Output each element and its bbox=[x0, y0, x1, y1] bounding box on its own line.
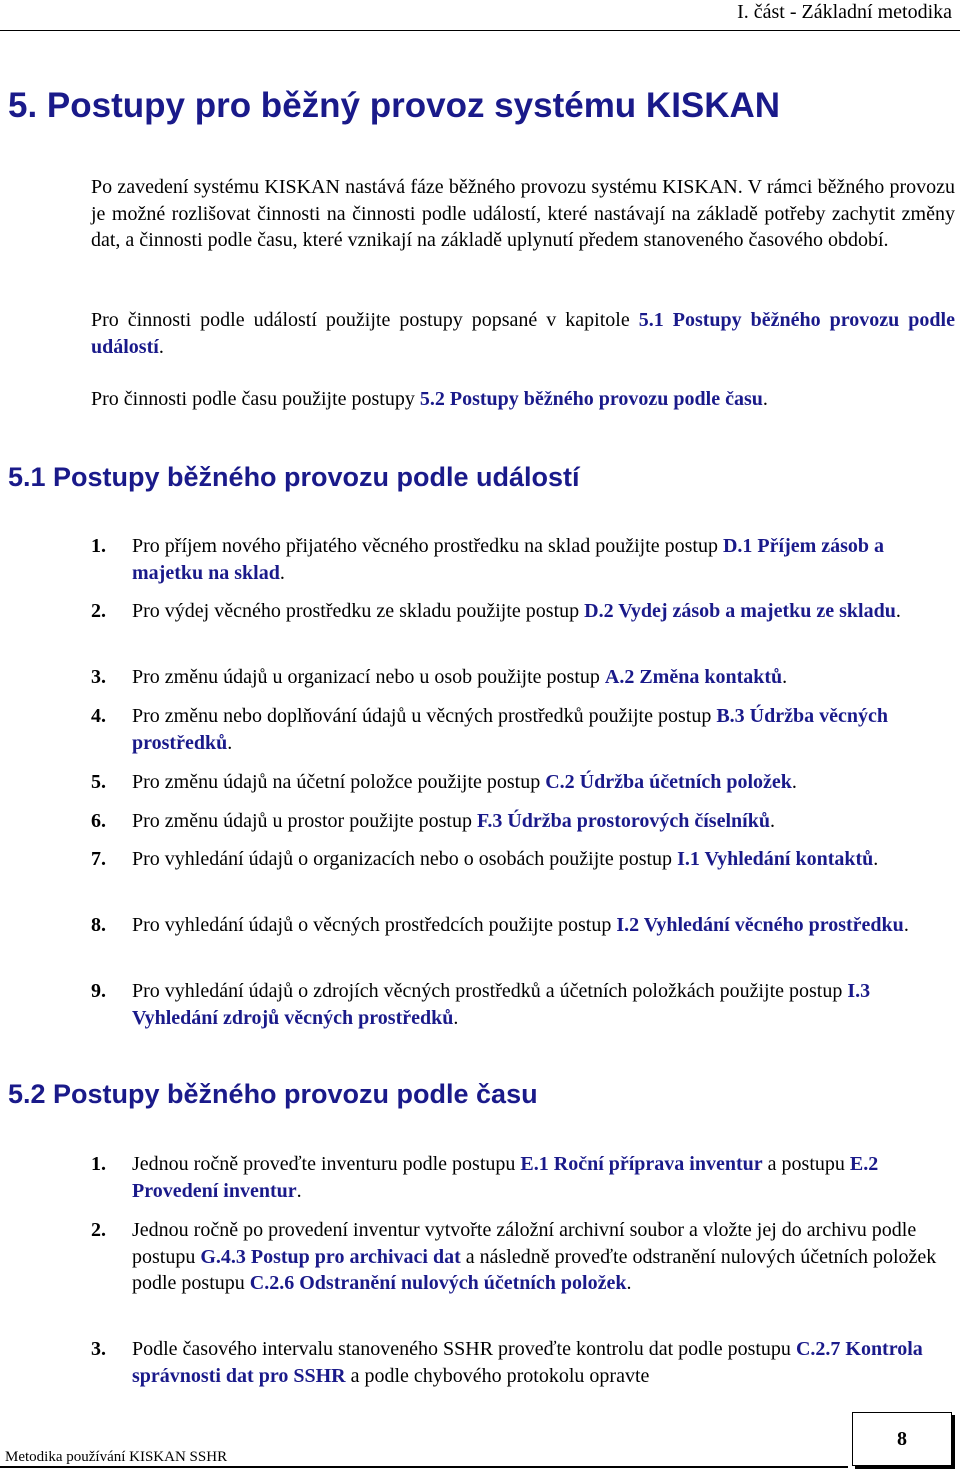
item-number: 9. bbox=[91, 980, 106, 1002]
item-text: a následně proveďte odstranění nulových účetních položek podle postupu bbox=[132, 1245, 937, 1294]
time-reference-link[interactable]: 5.2 Postupy běžného provozu podle času bbox=[419, 388, 763, 410]
item-number: 6. bbox=[91, 810, 106, 832]
intro-paragraph: Po zavedení systému KISKAN nastává fáze běžného provozu systému KISKAN. V rámci běžného provozu je možné rozlišovat činnosti na činnosti podle událostí, které nastávají na základě potřeby zachytit změny dat, a činnosti podle času, které vznikají na základě uplynutí předem stanoveného časového období. bbox=[91, 176, 955, 251]
item-number: 2. bbox=[91, 1219, 106, 1241]
item-number: 1. bbox=[91, 535, 106, 557]
item-text: Pro změnu údajů u prostor použijte postup bbox=[132, 810, 477, 832]
procedure-link[interactable]: F.3 Údržba prostorových číselníků bbox=[476, 810, 770, 832]
procedure-link[interactable]: B.3 Údržba věcných prostředků bbox=[132, 705, 888, 754]
item-text: a postupu bbox=[762, 1153, 850, 1175]
chapter-title: 5. Postupy pro běžný provoz systému KISKAN bbox=[8, 86, 781, 125]
item-number: 3. bbox=[91, 1338, 106, 1360]
events-paragraph: Pro činnosti podle událostí použijte postupy popsané v kapitole 5.1 Postupy běžného provozu podle událostí. bbox=[91, 309, 955, 358]
item-number: 1. bbox=[91, 1153, 106, 1175]
procedure-link[interactable]: D.2 Vydej zásob a majetku ze skladu bbox=[584, 600, 896, 622]
procedure-link[interactable]: I.1 Vyhledání kontaktů bbox=[677, 848, 874, 870]
time-paragraph: Pro činnosti podle času použijte postupy 5.2 Postupy běžného provozu podle času. bbox=[91, 388, 768, 410]
procedure-link[interactable]: D.1 Příjem zásob a majetku na sklad bbox=[132, 535, 885, 584]
item-text: . bbox=[296, 1179, 302, 1202]
part-title: I. část - Základní metodika bbox=[737, 1, 952, 23]
section-2-title: 5.2 Postupy běžného provozu podle času bbox=[8, 1079, 538, 1109]
item-text: Jednou ročně po provedení inventur vytvořte záložní archivní soubor a vložte jej do archivu podle postupu bbox=[132, 1219, 917, 1268]
item-number: 2. bbox=[91, 600, 106, 622]
item-text: a podle chybového protokolu opravte bbox=[345, 1364, 650, 1387]
item-text: Jednou ročně proveďte inventuru podle postupu bbox=[132, 1153, 521, 1175]
item-text: Pro vyhledání údajů o organizacích nebo o osobách použijte postup bbox=[132, 848, 678, 870]
item-text: Pro výdej věcného prostředku ze skladu použijte postup bbox=[132, 600, 585, 622]
item-text: Podle časového intervalu stanoveného SSHR proveďte kontrolu dat podle postupu bbox=[132, 1338, 796, 1360]
item-number: 4. bbox=[91, 705, 106, 727]
procedure-link[interactable]: C.2.7 Kontrola správnosti dat pro SSHR bbox=[132, 1338, 923, 1387]
item-number: 7. bbox=[91, 848, 106, 870]
procedure-link[interactable]: A.2 Změna kontaktů bbox=[604, 666, 783, 688]
time-text: Pro činnosti podle času použijte postupy bbox=[91, 388, 420, 410]
item-text: Pro změnu nebo doplňování údajů u věcných prostředků použijte postup bbox=[132, 705, 717, 727]
procedure-link[interactable]: I.3 Vyhledání zdrojů věcných prostředků bbox=[132, 980, 871, 1029]
item-text: Pro změnu údajů u organizací nebo u osob použijte postup bbox=[132, 666, 605, 688]
events-reference-link[interactable]: 5.1 Postupy běžného provozu podle událostí bbox=[91, 309, 955, 358]
item-text: Pro příjem nového přijatého věcného prostředku na sklad použijte postup bbox=[132, 535, 723, 557]
item-text: Pro změnu údajů na účetní položce použijte postup bbox=[132, 771, 546, 793]
item-number: 8. bbox=[91, 914, 106, 936]
header-divider bbox=[0, 30, 960, 31]
procedure-link[interactable]: E.1 Roční příprava inventur bbox=[520, 1153, 763, 1175]
footer-divider bbox=[0, 1466, 848, 1468]
procedure-link[interactable]: C.2 Údržba účetních položek bbox=[545, 771, 792, 793]
procedure-link[interactable]: G.4.3 Postup pro archivaci dat bbox=[200, 1245, 461, 1268]
item-text: Pro vyhledání údajů o zdrojích věcných prostředků a účetních položkách použijte postup bbox=[132, 980, 848, 1002]
events-text: Pro činnosti podle událostí použijte postupy popsané v kapitole bbox=[91, 309, 639, 331]
procedure-link[interactable]: E.2 Provedení inventur bbox=[132, 1153, 879, 1202]
page-number: 8 bbox=[852, 1412, 952, 1466]
item-text: Pro vyhledání údajů o věcných prostředcích použijte postup bbox=[132, 914, 617, 936]
item-text: . bbox=[626, 1272, 632, 1294]
footer-doc-title: Metodika používání KISKAN SSHR bbox=[5, 1449, 228, 1465]
procedure-link[interactable]: I.2 Vyhledání věcného prostředku bbox=[616, 914, 904, 936]
item-number: 3. bbox=[91, 666, 106, 688]
item-number: 5. bbox=[91, 771, 106, 793]
procedure-link[interactable]: C.2.6 Odstranění nulových účetních položek bbox=[249, 1272, 627, 1294]
section-1-title: 5.1 Postupy běžného provozu podle událostí bbox=[8, 462, 580, 492]
